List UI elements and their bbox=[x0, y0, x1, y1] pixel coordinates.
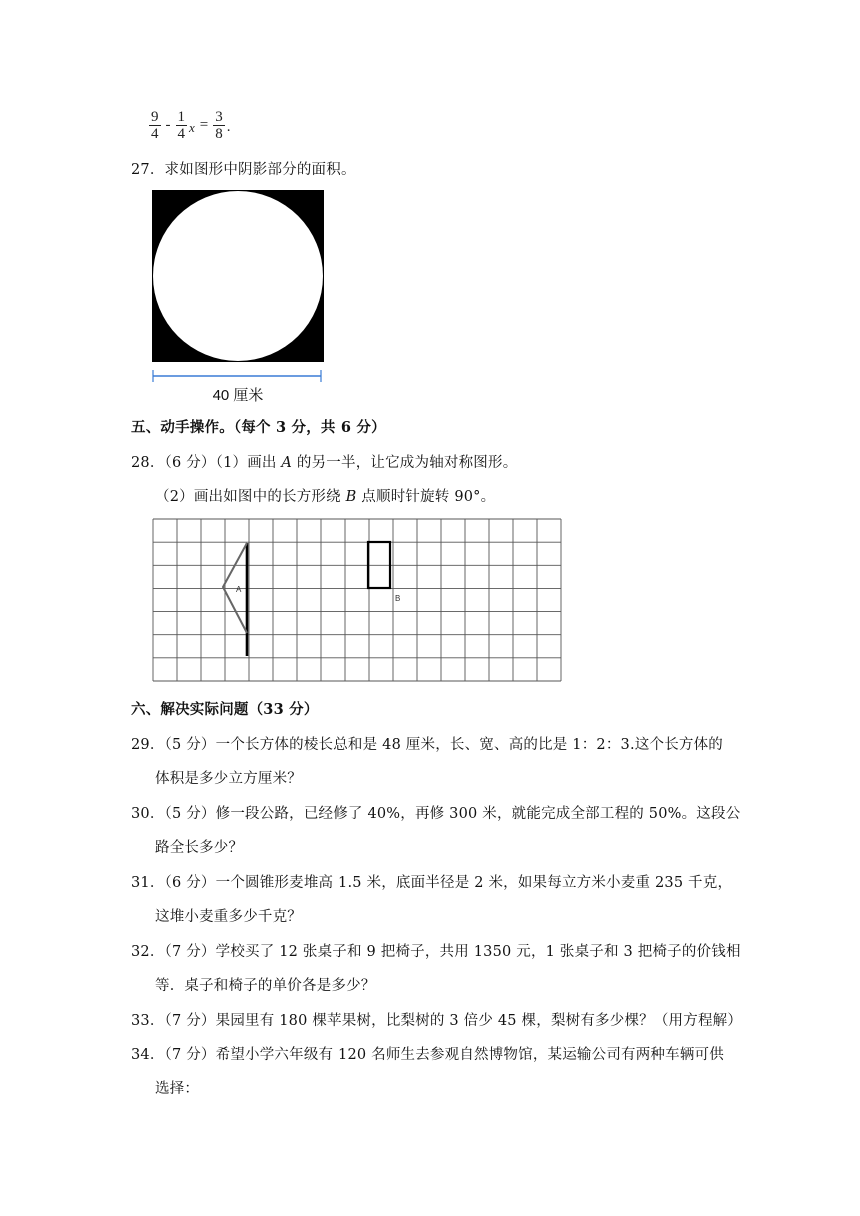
question-34-line1: 34．（7 分）希望小学六年级有 120 名师生去参观自然博物馆，某运输公司有两种车辆可供 bbox=[131, 1047, 724, 1063]
white-circle bbox=[153, 191, 323, 361]
denominator: 4 bbox=[177, 125, 185, 142]
q28-part2-prefix: （2）画出如图中的长方形绕 bbox=[155, 489, 346, 505]
question-31-line1: 31．（6 分）一个圆锥形麦堆高 1.5 米，底面半径是 2 米，如果每立方米小麦重 235 千克， bbox=[131, 875, 733, 891]
denominator: 4 bbox=[151, 125, 159, 142]
minus-sign: - bbox=[165, 116, 171, 133]
q28-part1-suffix: 的另一半，让它成为轴对称图形。 bbox=[292, 455, 518, 471]
question-30-line1: 30．（5 分）修一段公路，已经修了 40%，再修 300 米，就能完成全部工程的 50%。这段公 bbox=[131, 806, 741, 822]
shaded-circle-figure bbox=[150, 190, 325, 406]
question-29-line2: 体积是多少立方厘米？ bbox=[155, 771, 302, 787]
section-5-title: 五、动手操作。（每个 3 分，共 6 分） bbox=[131, 419, 386, 436]
variable-x: x bbox=[189, 120, 195, 135]
period: . bbox=[226, 119, 231, 135]
grid-figure bbox=[152, 518, 562, 682]
question-34-line2: 选择： bbox=[155, 1081, 200, 1097]
equals-sign: = bbox=[199, 116, 209, 133]
question-32-line2: 等．桌子和椅子的单价各是多少？ bbox=[155, 978, 376, 994]
q28-part1-prefix: 28．（6 分）（1）画出 bbox=[131, 455, 282, 471]
fraction-1-4 bbox=[176, 109, 188, 142]
dimension-label: 40 厘米 bbox=[212, 387, 264, 404]
question-27: 27．求如图形中阴影部分的面积。 bbox=[131, 162, 356, 178]
q28-part2-suffix: 点顺时针旋转 90°。 bbox=[356, 489, 496, 505]
q28-var-b: B bbox=[345, 489, 357, 505]
numerator: 9 bbox=[151, 108, 159, 125]
numerator: 3 bbox=[215, 108, 223, 125]
fraction-9-4 bbox=[149, 109, 161, 142]
equation bbox=[147, 104, 231, 146]
question-28-part1 bbox=[131, 451, 517, 472]
question-33: 33．（7 分）果园里有 180 棵苹果树，比梨树的 3 倍少 45 棵，梨树有多少棵？（用方程解） bbox=[131, 1013, 743, 1029]
label-b: B bbox=[395, 594, 401, 603]
question-30-line2: 路全长多少？ bbox=[155, 840, 244, 856]
question-29-line1: 29．（5 分）一个长方体的棱长总和是 48 厘米，长、宽、高的比是 1：2：3.这个长方体的 bbox=[131, 737, 723, 753]
label-a: A bbox=[236, 585, 242, 594]
grid-lines bbox=[153, 519, 561, 681]
section-6-title: 六、解决实际问题（33 分） bbox=[131, 701, 319, 718]
fraction-3-8 bbox=[213, 109, 225, 142]
q28-var-a: A bbox=[281, 455, 293, 471]
question-32-line1: 32．（7 分）学校买了 12 张桌子和 9 把椅子，共用 1350 元，1 张桌子和 3 把椅子的价钱相 bbox=[131, 944, 741, 960]
question-31-line2: 这堆小麦重多少千克？ bbox=[155, 909, 302, 925]
numerator: 1 bbox=[177, 108, 185, 125]
question-28-part2 bbox=[155, 485, 495, 506]
denominator: 8 bbox=[215, 125, 223, 142]
